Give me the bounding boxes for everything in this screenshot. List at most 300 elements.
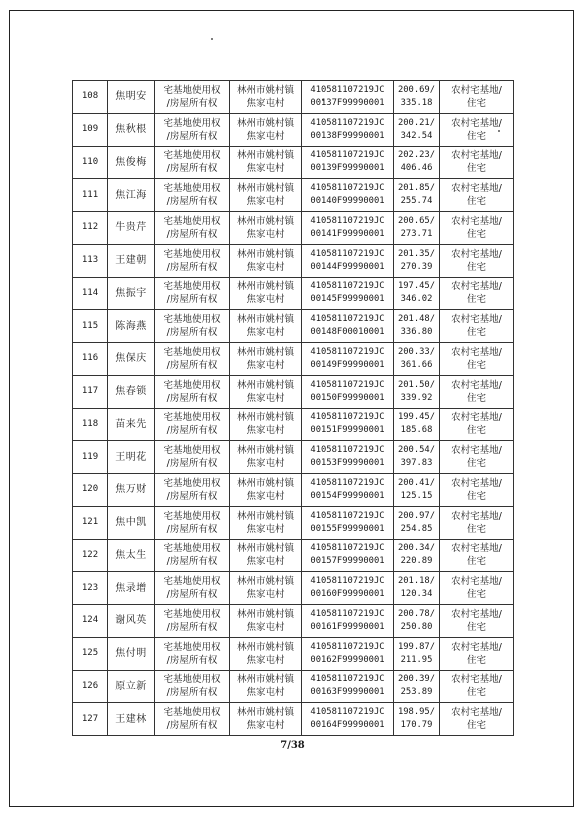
cell-right-type (155, 572, 230, 605)
cell-area (394, 277, 440, 310)
cell-owner-name-line: 王明花 (115, 451, 147, 463)
cell-usage (440, 539, 514, 572)
table-row (73, 81, 514, 114)
cell-right-type (155, 703, 230, 736)
cell-unit-code (302, 408, 394, 441)
cell-unit-code-line: 00144F99990001 (310, 261, 385, 272)
cell-right-type (155, 179, 230, 212)
cell-usage (440, 113, 514, 146)
cell-usage-line: 住宅 (466, 425, 486, 437)
cell-usage (440, 81, 514, 114)
cell-area-line: 273.71 (400, 228, 433, 239)
cell-unit-code-line: 410581107219JC (310, 576, 385, 587)
cell-area-line: 200.97/ (397, 510, 436, 521)
cell-right-type (155, 310, 230, 343)
cell-usage-line: 住宅 (466, 261, 486, 273)
cell-usage-line: 住宅 (466, 196, 486, 208)
cell-number-line: 120 (81, 484, 99, 495)
cell-number (73, 113, 108, 146)
cell-unit-code-line: 410581107219JC (310, 608, 385, 619)
cell-location-line: 焦家屯村 (246, 654, 285, 666)
cell-unit-code-line: 410581107219JC (310, 445, 385, 456)
cell-owner-name-line: 陈海燕 (115, 320, 147, 332)
cell-usage (440, 670, 514, 703)
cell-owner-name-line: 焦中凯 (115, 517, 147, 529)
cell-area-line: 336.80 (400, 327, 433, 338)
cell-location (230, 81, 302, 114)
table-row (73, 539, 514, 572)
cell-number (73, 212, 108, 245)
cell-usage (440, 506, 514, 539)
table-row (73, 244, 514, 277)
cell-unit-code-line: 410581107219JC (310, 510, 385, 521)
table-row (73, 310, 514, 343)
cell-location (230, 244, 302, 277)
cell-number (73, 408, 108, 441)
cell-area-line: 202.23/ (397, 150, 436, 161)
cell-area-line: 120.34 (400, 589, 433, 600)
cell-usage (440, 637, 514, 670)
cell-unit-code-line: 00150F99990001 (310, 392, 385, 403)
cell-location (230, 375, 302, 408)
cell-right-type-line: 宅基地使用权 (163, 674, 221, 686)
cell-owner-name-line: 焦付明 (115, 648, 147, 660)
cell-right-type (155, 506, 230, 539)
cell-right-type-line: /房屋所有权 (166, 327, 218, 339)
cell-location-line: 焦家屯村 (246, 490, 285, 502)
cell-unit-code-line: 410581107219JC (310, 215, 385, 226)
cell-right-type-line: 宅基地使用权 (163, 445, 221, 457)
cell-usage-line: 住宅 (466, 720, 486, 732)
cell-location-line: 焦家屯村 (246, 687, 285, 699)
cell-right-type-line: /房屋所有权 (166, 196, 218, 208)
cell-location-line: 焦家屯村 (246, 556, 285, 568)
cell-owner-name-line: 苗来先 (115, 418, 147, 430)
cell-usage (440, 605, 514, 638)
cell-number-line: 111 (81, 189, 99, 200)
cell-location (230, 310, 302, 343)
cell-location (230, 113, 302, 146)
table-row (73, 277, 514, 310)
cell-location (230, 343, 302, 376)
cell-location-line: 焦家屯村 (246, 130, 285, 142)
cell-right-type (155, 212, 230, 245)
cell-unit-code (302, 441, 394, 474)
cell-unit-code-line: 410581107219JC (310, 84, 385, 95)
cell-owner-name (108, 506, 155, 539)
table-row (73, 474, 514, 507)
scan-speck (211, 38, 213, 40)
cell-unit-code (302, 539, 394, 572)
table-row (73, 605, 514, 638)
cell-area-line: 201.48/ (397, 314, 436, 325)
cell-right-type-line: 宅基地使用权 (163, 576, 221, 588)
cell-right-type-line: /房屋所有权 (166, 425, 218, 437)
cell-right-type (155, 474, 230, 507)
cell-area-line: 346.02 (400, 294, 433, 305)
cell-unit-code-line: 410581107219JC (310, 674, 385, 685)
cell-unit-code-line: 00145F99990001 (310, 294, 385, 305)
cell-right-type (155, 605, 230, 638)
cell-area-line: 201.18/ (397, 576, 436, 587)
cell-area (394, 703, 440, 736)
cell-right-type-line: 宅基地使用权 (163, 510, 221, 522)
cell-right-type-line: /房屋所有权 (166, 523, 218, 535)
table-row (73, 441, 514, 474)
cell-unit-code (302, 277, 394, 310)
cell-usage (440, 244, 514, 277)
cell-right-type-line: /房屋所有权 (166, 556, 218, 568)
cell-area-line: 185.68 (400, 425, 433, 436)
cell-location-line: 林州市姚村镇 (236, 183, 294, 195)
cell-right-type-line: 宅基地使用权 (163, 314, 221, 326)
cell-owner-name-line: 焦保庆 (115, 353, 147, 365)
cell-usage-line: 住宅 (466, 327, 486, 339)
cell-usage-line: 农村宅基地/ (451, 215, 502, 227)
cell-location (230, 277, 302, 310)
cell-unit-code-line: 00164F99990001 (310, 720, 385, 731)
cell-unit-code (302, 375, 394, 408)
cell-usage (440, 179, 514, 212)
page-number: 7/38 (280, 740, 305, 751)
cell-right-type-line: /房屋所有权 (166, 359, 218, 371)
cell-usage-line: 农村宅基地/ (451, 84, 502, 96)
cell-area-line: 254.85 (400, 523, 433, 534)
cell-owner-name-line: 焦录增 (115, 582, 147, 594)
cell-area-line: 200.21/ (397, 117, 436, 128)
cell-unit-code (302, 703, 394, 736)
cell-owner-name-line: 焦春锁 (115, 386, 147, 398)
land-registration-table (72, 80, 514, 736)
cell-right-type (155, 539, 230, 572)
cell-usage-line: 农村宅基地/ (451, 510, 502, 522)
cell-location-line: 林州市姚村镇 (236, 215, 294, 227)
cell-unit-code (302, 343, 394, 376)
cell-area-line: 200.65/ (397, 215, 436, 226)
cell-location-line: 焦家屯村 (246, 621, 285, 633)
cell-area-line: 397.83 (400, 458, 433, 469)
cell-usage-line: 住宅 (466, 687, 486, 699)
cell-usage (440, 572, 514, 605)
cell-unit-code (302, 179, 394, 212)
cell-number (73, 277, 108, 310)
cell-owner-name (108, 244, 155, 277)
cell-area-line: 220.89 (400, 556, 433, 567)
cell-unit-code (302, 572, 394, 605)
cell-usage-line: 住宅 (466, 130, 486, 142)
cell-area-line: 253.89 (400, 687, 433, 698)
cell-right-type (155, 244, 230, 277)
cell-owner-name (108, 375, 155, 408)
cell-area (394, 670, 440, 703)
cell-number-line: 124 (81, 615, 99, 626)
cell-area-line: 201.50/ (397, 379, 436, 390)
cell-area (394, 375, 440, 408)
cell-location-line: 林州市姚村镇 (236, 510, 294, 522)
cell-location (230, 539, 302, 572)
cell-owner-name (108, 572, 155, 605)
cell-number (73, 343, 108, 376)
cell-location-line: 林州市姚村镇 (236, 346, 294, 358)
cell-location (230, 474, 302, 507)
cell-number-line: 115 (81, 320, 99, 331)
cell-number (73, 375, 108, 408)
cell-number (73, 146, 108, 179)
cell-number-line: 113 (81, 255, 99, 266)
cell-area (394, 474, 440, 507)
cell-usage-line: 住宅 (466, 97, 486, 109)
cell-usage (440, 375, 514, 408)
cell-owner-name-line: 焦俊梅 (115, 156, 147, 168)
cell-usage-line: 住宅 (466, 490, 486, 502)
cell-location-line: 林州市姚村镇 (236, 608, 294, 620)
cell-location-line: 焦家屯村 (246, 196, 285, 208)
cell-number-line: 122 (81, 549, 99, 560)
cell-owner-name-line: 牛贵芹 (115, 222, 147, 234)
cell-unit-code (302, 670, 394, 703)
cell-location (230, 408, 302, 441)
cell-owner-name (108, 113, 155, 146)
cell-area-line: 255.74 (400, 196, 433, 207)
cell-right-type-line: /房屋所有权 (166, 163, 218, 175)
cell-area (394, 310, 440, 343)
cell-usage (440, 146, 514, 179)
cell-right-type-line: 宅基地使用权 (163, 412, 221, 424)
cell-owner-name (108, 474, 155, 507)
cell-unit-code (302, 605, 394, 638)
cell-area (394, 408, 440, 441)
cell-location-line: 林州市姚村镇 (236, 576, 294, 588)
cell-owner-name (108, 179, 155, 212)
cell-usage-line: 农村宅基地/ (451, 445, 502, 457)
cell-usage-line: 农村宅基地/ (451, 281, 502, 293)
cell-right-type-line: /房屋所有权 (166, 654, 218, 666)
cell-area (394, 146, 440, 179)
cell-area (394, 212, 440, 245)
cell-area-line: 197.45/ (397, 281, 436, 292)
cell-area (394, 343, 440, 376)
cell-location (230, 637, 302, 670)
cell-usage-line: 住宅 (466, 523, 486, 535)
cell-unit-code (302, 506, 394, 539)
cell-usage-line: 住宅 (466, 228, 486, 240)
cell-owner-name (108, 277, 155, 310)
cell-number-line: 127 (81, 713, 99, 724)
cell-area (394, 179, 440, 212)
cell-owner-name (108, 212, 155, 245)
cell-area-line: 200.34/ (397, 543, 436, 554)
cell-location-line: 林州市姚村镇 (236, 150, 294, 162)
cell-right-type-line: /房屋所有权 (166, 130, 218, 142)
cell-location-line: 林州市姚村镇 (236, 281, 294, 293)
cell-unit-code-line: 00155F99990001 (310, 523, 385, 534)
cell-usage-line: 住宅 (466, 589, 486, 601)
cell-location (230, 703, 302, 736)
cell-number-line: 121 (81, 517, 99, 528)
cell-location-line: 林州市姚村镇 (236, 84, 294, 96)
cell-location (230, 441, 302, 474)
cell-owner-name-line: 谢风英 (115, 615, 147, 627)
cell-unit-code-line: 00137F99990001 (310, 97, 385, 108)
cell-right-type (155, 146, 230, 179)
cell-right-type-line: /房屋所有权 (166, 294, 218, 306)
cell-unit-code (302, 81, 394, 114)
cell-owner-name-line: 焦太生 (115, 549, 147, 561)
cell-number (73, 506, 108, 539)
cell-usage (440, 212, 514, 245)
table-row (73, 179, 514, 212)
cell-area-line: 200.41/ (397, 477, 436, 488)
cell-owner-name (108, 310, 155, 343)
cell-right-type-line: 宅基地使用权 (163, 346, 221, 358)
cell-area-line: 342.54 (400, 130, 433, 141)
cell-location-line: 林州市姚村镇 (236, 379, 294, 391)
cell-area-line: 198.95/ (397, 707, 436, 718)
cell-number-line: 108 (81, 91, 99, 102)
cell-usage-line: 农村宅基地/ (451, 707, 502, 719)
table-row (73, 212, 514, 245)
cell-usage-line: 农村宅基地/ (451, 379, 502, 391)
cell-right-type-line: /房屋所有权 (166, 687, 218, 699)
cell-usage-line: 农村宅基地/ (451, 608, 502, 620)
cell-number (73, 539, 108, 572)
cell-location-line: 焦家屯村 (246, 425, 285, 437)
cell-right-type-line: /房屋所有权 (166, 621, 218, 633)
cell-usage-line: 住宅 (466, 621, 486, 633)
cell-right-type (155, 113, 230, 146)
cell-area (394, 605, 440, 638)
cell-usage-line: 住宅 (466, 458, 486, 470)
cell-unit-code-line: 00153F99990001 (310, 458, 385, 469)
cell-area-line: 125.15 (400, 490, 433, 501)
cell-location-line: 焦家屯村 (246, 589, 285, 601)
cell-owner-name-line: 焦明安 (115, 91, 147, 103)
cell-area-line: 201.85/ (397, 183, 436, 194)
cell-right-type-line: 宅基地使用权 (163, 117, 221, 129)
cell-unit-code (302, 146, 394, 179)
cell-number-line: 114 (81, 287, 99, 298)
cell-usage-line: 农村宅基地/ (451, 117, 502, 129)
cell-right-type-line: 宅基地使用权 (163, 477, 221, 489)
cell-owner-name (108, 146, 155, 179)
cell-usage-line: 住宅 (466, 294, 486, 306)
cell-location-line: 焦家屯村 (246, 392, 285, 404)
cell-right-type-line: /房屋所有权 (166, 490, 218, 502)
cell-owner-name-line: 焦秋根 (115, 124, 147, 136)
cell-area-line: 200.33/ (397, 346, 436, 357)
cell-usage-line: 住宅 (466, 392, 486, 404)
cell-location-line: 焦家屯村 (246, 97, 285, 109)
cell-unit-code-line: 00154F99990001 (310, 490, 385, 501)
cell-area-line: 199.87/ (397, 641, 436, 652)
table-row (73, 703, 514, 736)
cell-location (230, 506, 302, 539)
cell-right-type (155, 375, 230, 408)
cell-usage (440, 703, 514, 736)
cell-number (73, 81, 108, 114)
cell-unit-code-line: 410581107219JC (310, 346, 385, 357)
cell-unit-code-line: 410581107219JC (310, 707, 385, 718)
cell-number-line: 117 (81, 386, 99, 397)
cell-area (394, 572, 440, 605)
table-row (73, 506, 514, 539)
cell-location-line: 林州市姚村镇 (236, 641, 294, 653)
cell-unit-code (302, 212, 394, 245)
cell-area-line: 201.35/ (397, 248, 436, 259)
cell-location (230, 146, 302, 179)
cell-location (230, 212, 302, 245)
cell-usage-line: 农村宅基地/ (451, 412, 502, 424)
cell-usage-line: 住宅 (466, 359, 486, 371)
cell-right-type (155, 408, 230, 441)
cell-unit-code-line: 00141F99990001 (310, 228, 385, 239)
cell-unit-code-line: 00140F99990001 (310, 196, 385, 207)
cell-number-line: 125 (81, 648, 99, 659)
cell-location-line: 焦家屯村 (246, 458, 285, 470)
cell-unit-code-line: 00149F99990001 (310, 359, 385, 370)
cell-owner-name (108, 670, 155, 703)
cell-right-type (155, 441, 230, 474)
cell-unit-code-line: 410581107219JC (310, 412, 385, 423)
cell-usage-line: 农村宅基地/ (451, 674, 502, 686)
cell-location-line: 林州市姚村镇 (236, 674, 294, 686)
cell-location-line: 林州市姚村镇 (236, 707, 294, 719)
cell-owner-name (108, 81, 155, 114)
cell-unit-code-line: 410581107219JC (310, 183, 385, 194)
cell-unit-code-line: 410581107219JC (310, 543, 385, 554)
cell-usage (440, 408, 514, 441)
cell-number (73, 244, 108, 277)
cell-area-line: 361.66 (400, 359, 433, 370)
cell-location-line: 林州市姚村镇 (236, 314, 294, 326)
cell-number-line: 112 (81, 222, 99, 233)
cell-usage-line: 农村宅基地/ (451, 576, 502, 588)
cell-location (230, 179, 302, 212)
cell-unit-code (302, 310, 394, 343)
cell-location-line: 焦家屯村 (246, 163, 285, 175)
cell-location-line: 焦家屯村 (246, 720, 285, 732)
cell-location (230, 605, 302, 638)
cell-location-line: 林州市姚村镇 (236, 117, 294, 129)
cell-right-type-line: 宅基地使用权 (163, 641, 221, 653)
cell-location-line: 焦家屯村 (246, 359, 285, 371)
cell-unit-code-line: 00160F99990001 (310, 589, 385, 600)
cell-area (394, 244, 440, 277)
cell-owner-name-line: 原立新 (115, 680, 147, 692)
cell-right-type-line: /房屋所有权 (166, 392, 218, 404)
cell-right-type-line: 宅基地使用权 (163, 215, 221, 227)
cell-owner-name-line: 王建朝 (115, 255, 147, 267)
cell-right-type-line: /房屋所有权 (166, 97, 218, 109)
cell-usage-line: 农村宅基地/ (451, 641, 502, 653)
cell-number (73, 474, 108, 507)
cell-owner-name-line: 王建林 (115, 713, 147, 725)
cell-unit-code-line: 00148F00010001 (310, 327, 385, 338)
cell-number-line: 116 (81, 353, 99, 364)
cell-area-line: 200.54/ (397, 445, 436, 456)
cell-owner-name (108, 703, 155, 736)
cell-location-line: 焦家屯村 (246, 261, 285, 273)
cell-usage-line: 农村宅基地/ (451, 183, 502, 195)
cell-owner-name (108, 408, 155, 441)
cell-right-type-line: /房屋所有权 (166, 228, 218, 240)
cell-right-type-line: 宅基地使用权 (163, 281, 221, 293)
cell-area (394, 81, 440, 114)
cell-number-line: 119 (81, 451, 99, 462)
table-row (73, 113, 514, 146)
cell-right-type-line: /房屋所有权 (166, 261, 218, 273)
cell-unit-code-line: 410581107219JC (310, 641, 385, 652)
